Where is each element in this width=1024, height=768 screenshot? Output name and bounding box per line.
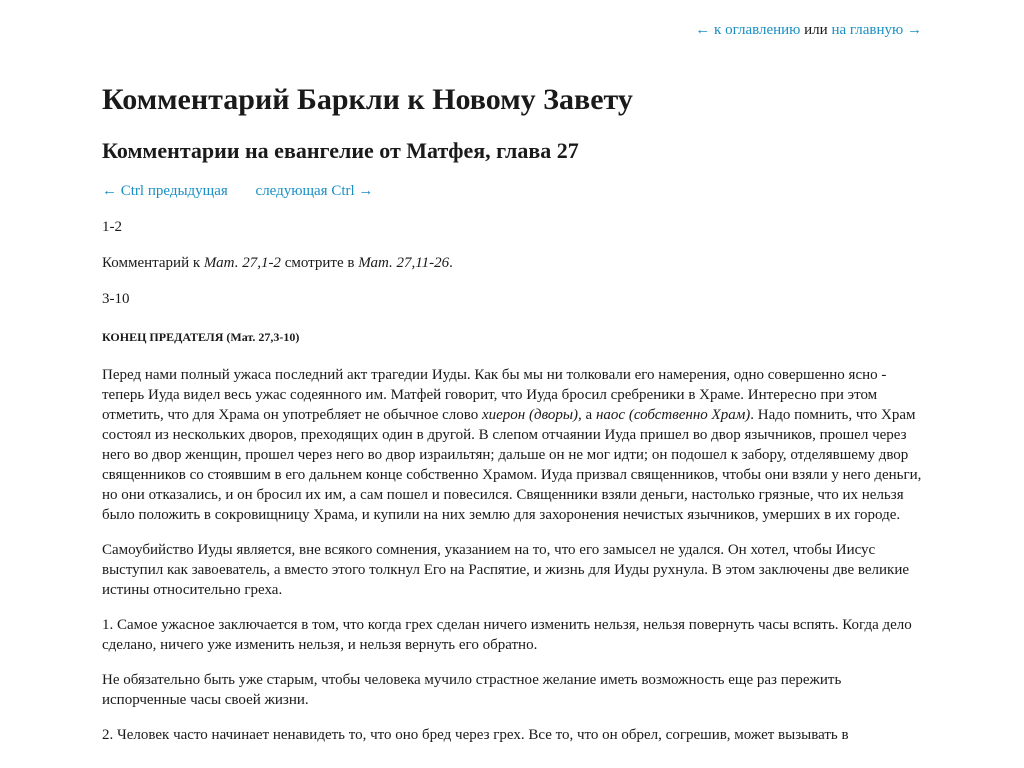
paragraph-text: Перед нами полный ужаса последний акт трагедии Иуды. Как бы мы ни толковали его намерения, одно совершенно ясно - теперь Иуда видел весь ужас содеянного им. Матфей говорит, что Иуда бросил сребреники в Храме. Интересно при этом отметить, что для Храма он употребляет не обычное слово bbox=[102, 367, 887, 423]
commentary-paragraph bbox=[102, 365, 922, 525]
reference-suffix: . bbox=[449, 255, 453, 271]
page-title: Комментарий Баркли к Новому Завету bbox=[102, 83, 633, 116]
paragraph-text: . Надо помнить, что Храм состоял из нескольких дворов, преходящих один в другой. В слепом отчаянии Иуда пришел во двор язычников, прошел через него во двор женщин, прошел через него во двор израильтян; дальше он не мог идти; он подошел к забору, отделявшему двор священников со стоявшим в его дальнем конце собственно Храмом. Иуда призвал священников, чтобы они взяли у него деньги, но они отказались, и он бросил их им, а сам пошел и повесился. Священники взяли деньги, настолько грязные, что их нельзя было положить в сокровищницу Храма, и купили на них землю для захоронения нечистых язычников, умерших в их городе. bbox=[102, 407, 922, 523]
greek-term: наос (собственно Храм) bbox=[595, 407, 751, 423]
paragraph-text: а bbox=[581, 407, 596, 423]
verse-range-label: 3-10 bbox=[102, 291, 130, 307]
section-heading: КОНЕЦ ПРЕДАТЕЛЯ (Мат. 27,3-10) bbox=[102, 330, 300, 344]
chapter-navigation bbox=[102, 181, 922, 201]
commentary-paragraph: Самоубийство Иуды является, вне всякого сомнения, указанием на то, что его замысел не удался. Он хотел, чтобы Иисус выступил как завоеватель, а вместо этого толкнул Его на Распятие, и жизнь для Иуды рухнула. В этом заключены две великие истины относительно греха. bbox=[102, 542, 910, 598]
reference-verse: Мат. 27,1-2 bbox=[203, 255, 281, 271]
greek-term: хиерон (дворы), bbox=[481, 407, 582, 423]
table-of-contents-link[interactable]: ← к оглавлению bbox=[695, 22, 801, 38]
reference-middle: смотрите в bbox=[280, 255, 359, 271]
commentary-reference bbox=[102, 253, 922, 273]
nav-separator: или bbox=[804, 22, 828, 38]
previous-chapter-link[interactable]: ← Ctrl предыдущая bbox=[102, 183, 228, 199]
main-content bbox=[102, 82, 922, 745]
reference-prefix: Комментарий к bbox=[102, 255, 204, 271]
commentary-paragraph: 1. Самое ужасное заключается в том, что когда грех сделан ничего изменить нельзя, нельзя повернуть часы вспять. Когда дело сделано, ничего уже изменить нельзя, и нельзя вернуть его обратно. bbox=[102, 617, 912, 653]
commentary-paragraph: Не обязательно быть уже старым, чтобы человека мучило страстное желание иметь возможность еще раз пережить испорченные часы своей жизни. bbox=[102, 672, 842, 708]
top-navigation bbox=[695, 20, 922, 40]
chapter-subtitle: Комментарии на евангелие от Матфея, глава 27 bbox=[102, 138, 579, 163]
home-link[interactable]: на главную → bbox=[831, 22, 922, 38]
verse-range-label: 1-2 bbox=[102, 219, 122, 235]
next-chapter-link[interactable]: следующая Ctrl → bbox=[255, 183, 374, 199]
reference-target-verse: Мат. 27,11-26 bbox=[358, 255, 450, 271]
commentary-paragraph: 2. Человек часто начинает ненавидеть то, что оно бред через грех. Все то, что он обрел, согрешив, может вызывать в bbox=[102, 727, 849, 743]
